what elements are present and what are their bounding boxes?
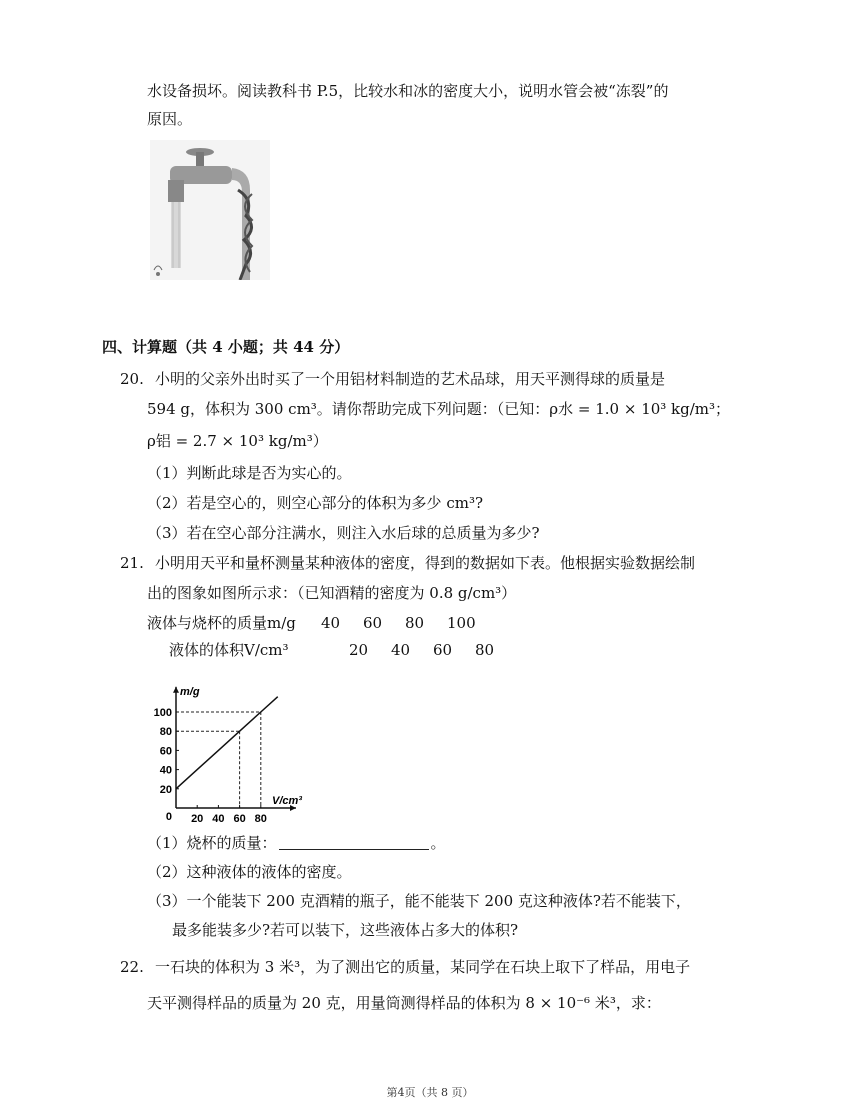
x-axis-label: V/cm³: [272, 795, 302, 807]
q20-sub-3: （3）若在空心部分注满水，则注入水后球的总质量为多少?: [147, 524, 540, 542]
y-axis-label: m/g: [180, 685, 200, 698]
q22-line-1: 一石块的体积为 3 米³，为了测出它的质量，某同学在石块上取下了样品，用电子: [155, 958, 691, 976]
q21-sub-2: （2）这种液体的液体的密度。: [147, 863, 352, 881]
y-tick-label: 20: [159, 783, 172, 796]
q21-sub-1-suffix: 。: [430, 834, 446, 852]
table-cell: 80: [405, 613, 425, 632]
answer-blank[interactable]: [279, 833, 429, 850]
y-tick-label: 60: [159, 745, 172, 758]
q21-number: 21.: [120, 554, 144, 572]
table-cell: 60: [433, 640, 453, 659]
intro-line-1: 水设备损坏。阅读教科书 P.5，比较水和冰的密度大小，说明水管会被“冻裂”的: [147, 82, 669, 100]
q20-line-1: 小明的父亲外出时买了一个用铝材料制造的艺术品球，用天平测得球的质量是: [155, 370, 666, 388]
q20-line-2: 594 g，体积为 300 cm³。请你帮助完成下列问题：（已知：ρ水 = 1.0 × 10³ kg/m³；: [147, 400, 731, 418]
table-cell: 20: [349, 640, 369, 659]
table-row-label: 液体的体积V/cm³: [169, 641, 289, 659]
data-table: [147, 609, 517, 663]
q21-sub-3-line-2: 最多能装多少?若可以装下，这些液体占多大的体积?: [172, 921, 519, 939]
y-tick-label: 100: [153, 707, 172, 719]
table-row: [147, 609, 517, 636]
x-tick-label: 20: [191, 813, 204, 825]
q22-number: 22.: [120, 958, 144, 976]
q21-sub-1-prefix: （1）烧杯的质量：: [147, 834, 277, 852]
mass-volume-chart: [140, 672, 340, 830]
table-cell: 40: [321, 613, 341, 632]
y-tick-label: 80: [159, 726, 172, 739]
q21-line-2: 出的图象如图所示求：（已知酒精的密度为 0.8 g/cm³）: [147, 584, 517, 602]
q21-sub-1: [147, 832, 446, 854]
section-heading: 四、计算题（共 4 小题；共 44 分）: [102, 338, 350, 356]
data-line: [176, 697, 278, 789]
page-footer: 第4页（共 8 页）: [386, 1086, 474, 1099]
table-cell: 60: [363, 613, 383, 632]
q20-sub-2: （2）若是空心的，则空心部分的体积为多少 cm³?: [147, 494, 483, 512]
intro-line-2: 原因。: [147, 110, 193, 128]
x-tick-label: 60: [233, 813, 246, 825]
q21-line-1: 小明用天平和量杯测量某种液体的密度，得到的数据如下表。他根据实验数据绘制: [155, 554, 696, 572]
q22-line-2: 天平测得样品的质量为 20 克，用量筒测得样品的体积为 8 × 10⁻⁶ 米³，求：: [147, 994, 661, 1012]
q21-sub-3-line-1: （3）一个能装下 200 克酒精的瓶子，能不能装下 200 克这种液体?若不能装下，: [147, 892, 691, 910]
table-cell: 80: [475, 640, 495, 659]
q20-sub-1: （1）判断此球是否为实心的。: [147, 464, 352, 482]
table-cell: 100: [447, 613, 476, 632]
x-tick-label: 40: [212, 813, 225, 825]
q20-line-3: ρ铝 = 2.7 × 10³ kg/m³）: [147, 432, 328, 450]
q20-number: 20.: [120, 370, 144, 388]
table-row-label: 液体与烧杯的质量m/g: [147, 614, 296, 632]
table-row: [147, 636, 517, 663]
y-tick-label: 40: [159, 764, 172, 777]
x-tick-label: 80: [254, 813, 267, 825]
frozen-faucet-illustration: [150, 140, 270, 280]
table-cell: 40: [391, 640, 411, 659]
y-axis-arrow: [173, 687, 179, 693]
origin-label: 0: [165, 811, 172, 823]
